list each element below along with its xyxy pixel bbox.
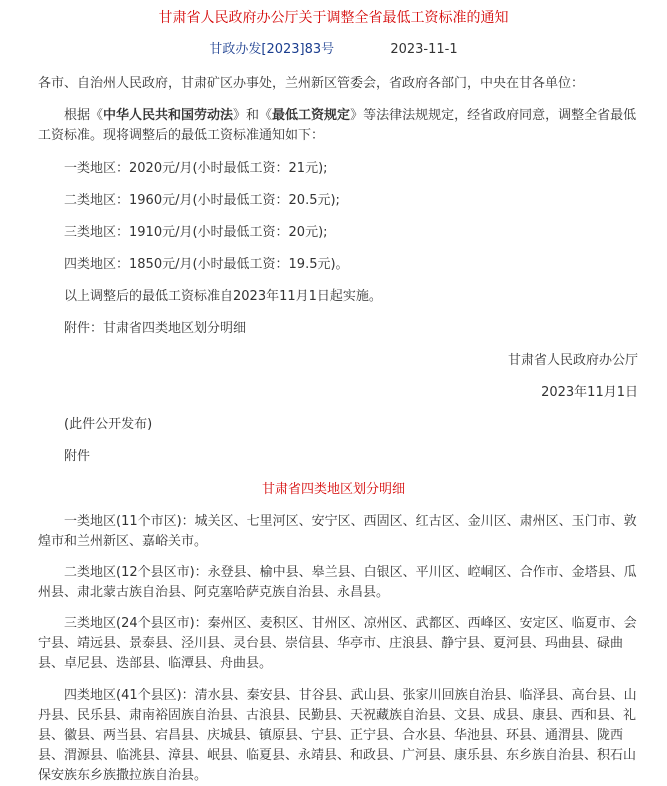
attachment-label: 附件 <box>64 449 91 464</box>
annex-class-4: 四类地区(41个县区)：清水县、秦安县、甘谷县、武山县、张家川回族自治县、临泽县、高台县、山丹县、民乐县、肃南裕固族自治县、古浪县、民勤县、天祝藏族自治县、文县、成县、康县、西和县、礼县、徽县、两当县、宕昌县、庆城县、镇原县、宁县、正宁县、合水县、华池县、环县、通渭县、陇西县、渭源县、临洮县、漳县、岷县、临夏县、永靖县、和政县、广河县、康乐县、东乡族自治县、积石山保安族东乡族撒拉族自治县。 <box>38 688 637 783</box>
issuer: 甘肃省人民政府办公厅 <box>507 353 638 368</box>
intro-post: 》等法律法规规定，经省政府同意，调整全省最低工资标准。现将调整后的最低工资标准通知如下： <box>38 108 637 143</box>
doc-date: 2023-11-1 <box>390 42 458 57</box>
doc-meta <box>0 40 667 60</box>
public-note: (此件公开发布) <box>64 417 153 432</box>
annex-class-3: 三类地区(24个县区市)：秦州区、麦积区、甘州区、凉州区、武都区、西峰区、安定区、临夏市、会宁县、靖远县、景泰县、泾川县、灵台县、崇信县、华亭市、庄浪县、静宁县、夏河县、玛曲县、碌曲县、卓尼县、迭部县、临潭县、舟曲县。 <box>38 616 637 671</box>
annex-class-2: 二类地区(12个县区市)：永登县、榆中县、皋兰县、白银区、平川区、崆峒区、合作市、金塔县、瓜州县、肃北蒙古族自治县、阿克塞哈萨克族自治县、永昌县。 <box>38 565 637 600</box>
intro-paragraph <box>38 106 638 146</box>
region-2: 二类地区：1960元/月(小时最低工资：20.5元); <box>64 193 340 208</box>
issue-date: 2023年11月1日 <box>541 385 638 400</box>
attachment-note: 附件：甘肃省四类地区划分明细 <box>64 321 247 336</box>
effective-date: 以上调整后的最低工资标准自2023年11月1日起实施。 <box>64 289 382 304</box>
annex-title: 甘肃省四类地区划分明细 <box>261 482 405 497</box>
recipients: 各市、自治州人民政府，甘肃矿区办事处，兰州新区管委会，省政府各部门，中央在甘各单位： <box>38 76 585 91</box>
region-3: 三类地区：1910元/月(小时最低工资：20元); <box>64 225 328 240</box>
intro-mid: 》和《 <box>233 108 273 123</box>
intro-pre: 根据《 <box>64 108 104 123</box>
law-min-wage: 最低工资规定 <box>272 108 351 123</box>
region-1: 一类地区：2020元/月(小时最低工资：21元); <box>64 161 328 176</box>
region-4: 四类地区：1850元/月(小时最低工资：19.5元)。 <box>64 257 349 272</box>
notice-title: 甘肃省人民政府办公厅关于调整全省最低工资标准的通知 <box>158 10 509 26</box>
annex-class-1: 一类地区(11个市区)：城关区、七里河区、安宁区、西固区、红古区、金川区、肃州区、玉门市、敦煌市和兰州新区、嘉峪关市。 <box>38 514 637 549</box>
law-labor: 中华人民共和国劳动法 <box>103 108 234 123</box>
doc-number: 甘政办发[2023]83号 <box>209 42 335 57</box>
